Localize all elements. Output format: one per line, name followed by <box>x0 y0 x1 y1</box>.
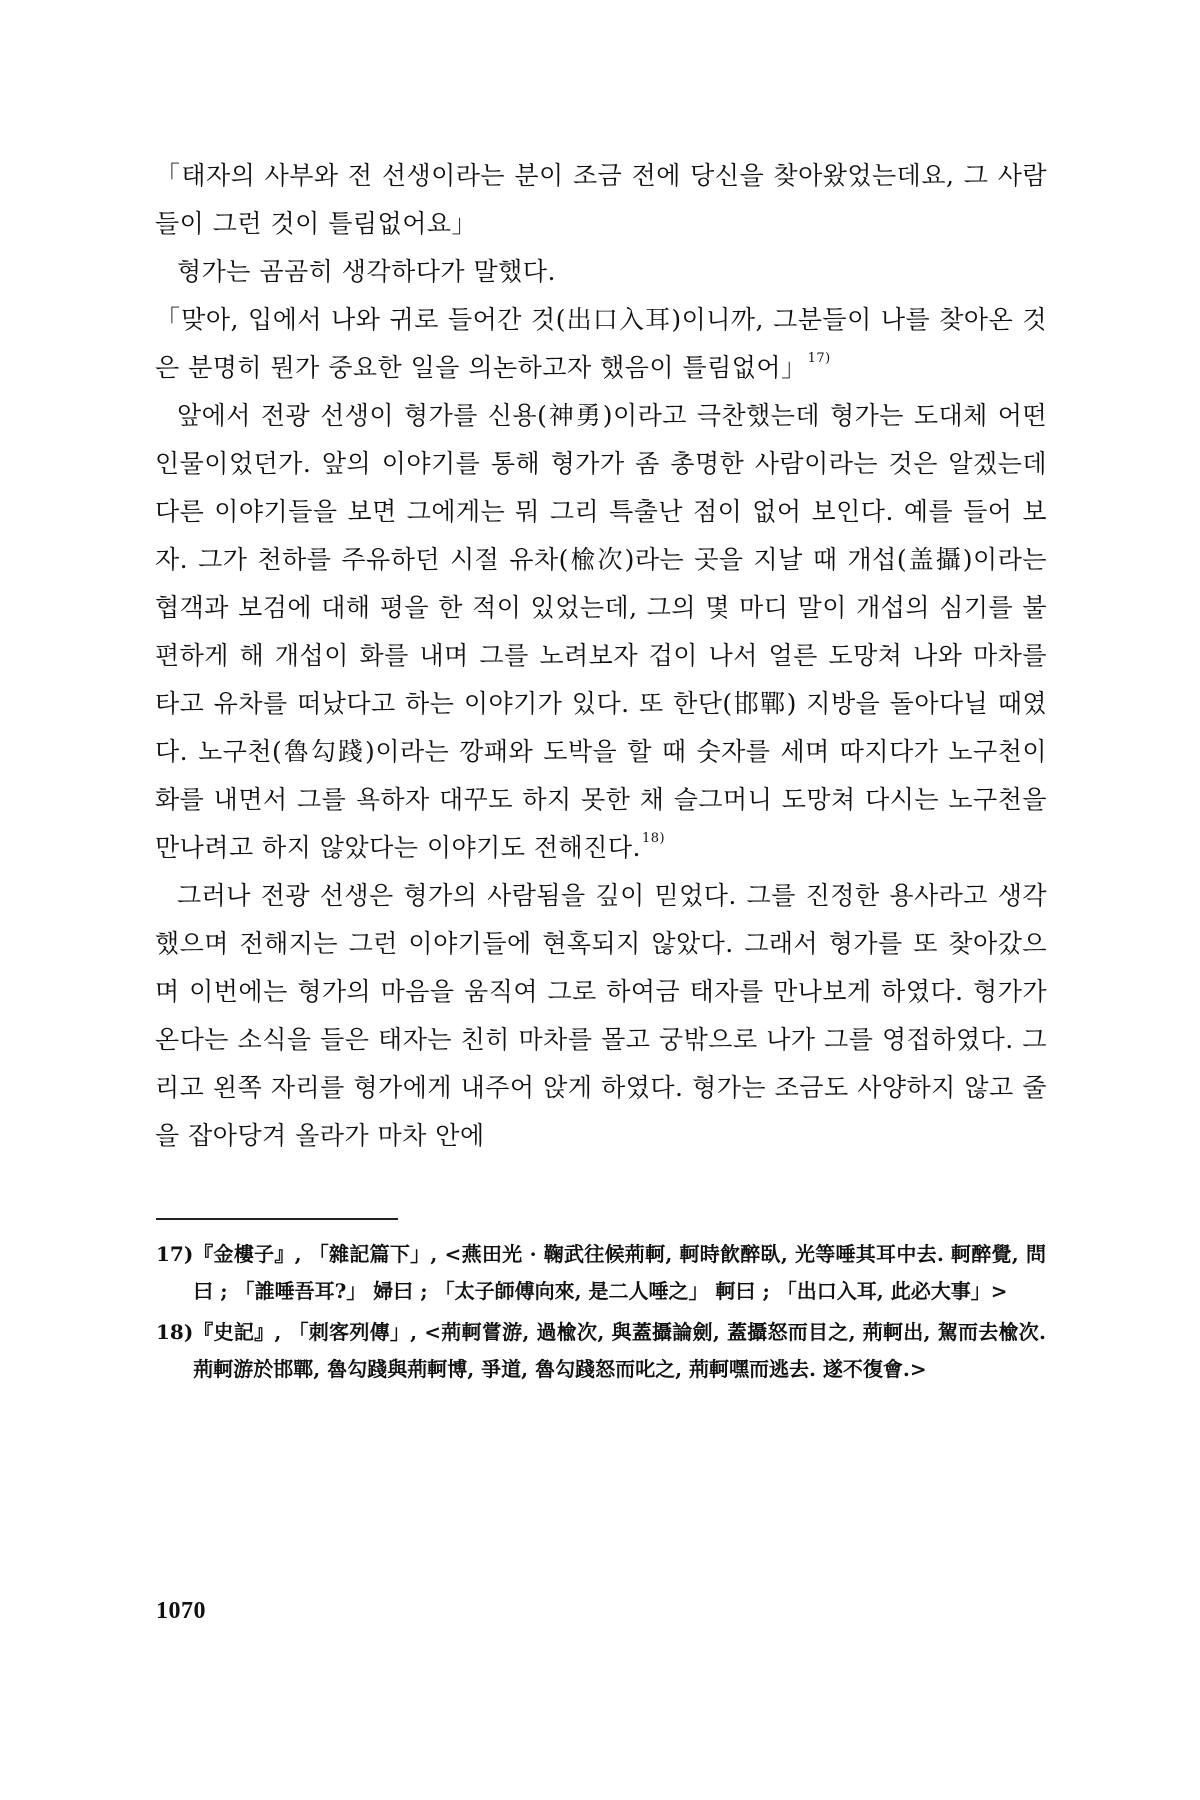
paragraph-narration-3: 그러나 전광 선생은 형가의 사람됨을 깊이 믿었다. 그를 진정한 용사라고 생각했으며 전해지는 그런 이야기들에 현혹되지 않았다. 그래서 형가를 또 찾아갔으며 이번에는 형가의 마음을 움직여 그로 하여금 태자를 만나보게 하였다. 형가가 온다는 소식을 들은 태자는 친히 마차를 몰고 궁밖으로 나가 그를 영접하였다. 그리고 왼쪽 자리를 형가에게 내주어 앉게 하였다. 형가는 조금도 사양하지 않고 줄을 잡아당겨 올라가 마차 안에 <box>155 881 1047 1150</box>
footnote-number: 18) <box>156 1320 194 1344</box>
footnote-17 <box>156 1236 1046 1310</box>
footnote-text: 『史記』, 「刺客列傳」, <荊軻嘗游, 過楡次, 與蓋攝論劍, 蓋攝怒而目之, 荊軻出, 駕而去楡次. 荊軻游於邯鄲, 魯勾踐與荊軻博, 爭道, 魯勾踐怒而叱之, 荊軻嘿而逃去. 遂不復會.> <box>193 1320 1046 1381</box>
body-text <box>155 152 1047 1160</box>
footnote-number: 17) <box>156 1242 194 1266</box>
page-number: 1070 <box>156 1598 206 1624</box>
paragraph-dialogue-2: 「맞아, 입에서 나와 귀로 들어간 것(出口入耳)이니까, 그분들이 나를 찾아온 것은 분명히 뭔가 중요한 일을 의논하고자 했음이 틀림없어」$^{17)}$ <box>155 305 1047 382</box>
footnote-divider <box>156 1218 398 1220</box>
footnote-ref-17[interactable]: 17) <box>807 351 831 366</box>
footnote-ref-18[interactable]: 18) <box>641 831 666 846</box>
paragraph-narration-1: 형가는 곰곰히 생각하다가 말했다. <box>177 257 556 286</box>
paragraph-dialogue-1: 「태자의 사부와 전 선생이라는 분이 조금 전에 당신을 찾아왔었는데요, 그 사람들이 그런 것이 틀림없어요」 <box>155 161 1047 238</box>
footnote-18 <box>156 1314 1046 1388</box>
paragraph-narration-2: 앞에서 전광 선생이 형가를 신용(神勇)이라고 극찬했는데 형가는 도대체 어떤 인물이었던가. 앞의 이야기를 통해 형가가 좀 총명한 사람이라는 것은 알겠는데 다른 이야기들을 보면 그에게는 뭐 그리 특출난 점이 없어 보인다. 예를 들어 보자. 그가 천하를 주유하던 시절 유차(楡次)라는 곳을 지날 때 개섭(盖攝)이라는 협객과 보검에 대해 평을 한 적이 있었는데, 그의 몇 마디 말이 개섭의 심기를 불편하게 해 개섭이 화를 내며 그를 노려보자 겁이 나서 얼른 도망쳐 나와 마차를 타고 유차를 떠났다고 하는 이야기가 있다. 또 한단(邯鄲) 지방을 돌아다닐 때였다. 노구천(魯勾踐)이라는 깡패와 도박을 할 때 숫자를 세며 따지다가 노구천이 화를 내면서 그를 욕하자 대꾸도 하지 못한 채 슬그머니 도망쳐 다시는 노구천을 만나려고 하지 않았다는 이야기도 전해진다.$^{18)}$ <box>155 401 1047 862</box>
footnotes <box>156 1236 1046 1392</box>
footnote-text: 『金樓子』, 「雜記篇下」, <燕田光 · 鞠武往候荊軻, 軻時飮醉臥, 光等唾其耳中去. 軻醉覺, 問曰 ; 「誰唾吾耳?」 婦曰 ; 「太子師傅向來, 是二人唾之」 軻曰 ; 「出口入耳, 此必大事」> <box>193 1242 1046 1303</box>
